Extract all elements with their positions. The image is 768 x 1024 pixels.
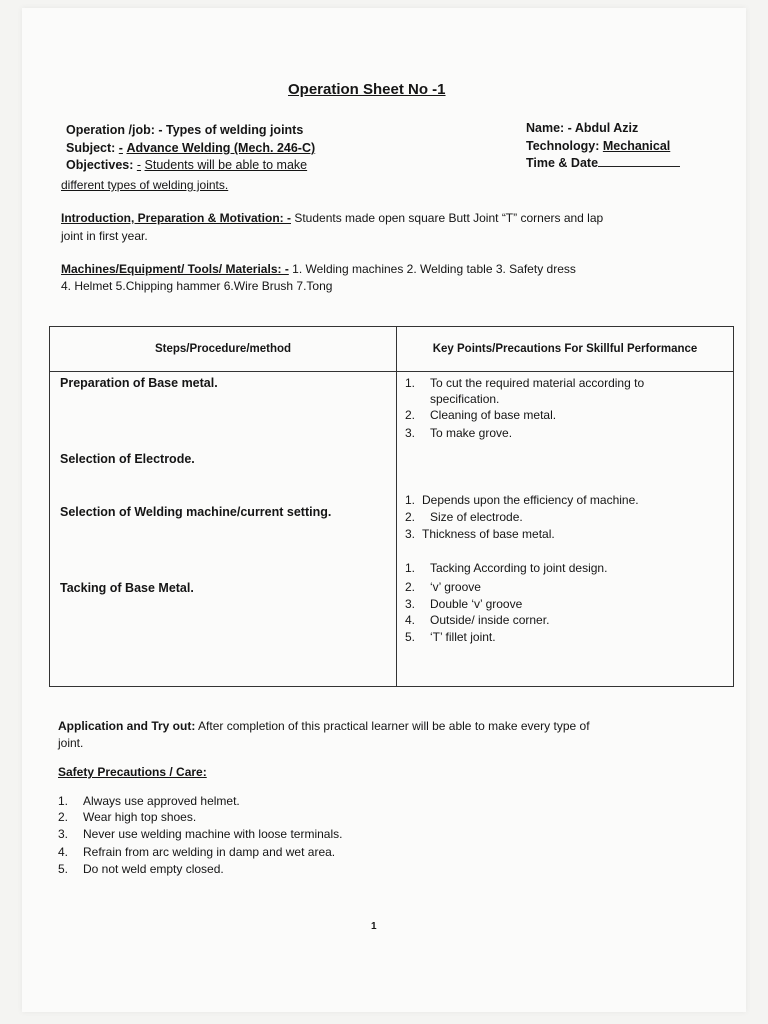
operation-line xyxy=(66,123,303,137)
list-item: 5. ‘T’ fillet joint. xyxy=(405,630,496,644)
list-item: 5. Do not weld empty closed. xyxy=(58,862,224,876)
steps-cell xyxy=(50,372,397,687)
application-label: Application and Try out: xyxy=(58,719,196,733)
subject-value: Advance Welding (Mech. 246-C) xyxy=(126,141,316,155)
list-item: 4. Outside/ inside corner. xyxy=(405,613,550,627)
page-title: Operation Sheet No -1 xyxy=(288,81,446,98)
name-line xyxy=(526,121,638,135)
machines-text-2: 4. Helmet 5.Chipping hammer 6.Wire Brush 7.Tong xyxy=(61,279,333,293)
list-item: 1. Depends upon the efficiency of machine. xyxy=(405,493,639,507)
objectives-text-1: Students will be able to make xyxy=(144,158,308,172)
procedure-table xyxy=(49,326,734,687)
objectives-dash: - xyxy=(136,158,142,172)
page-number: 1 xyxy=(371,921,377,932)
table-header-row xyxy=(50,327,734,372)
col1-header: Steps/Procedure/method xyxy=(50,327,397,372)
name-value: Abdul Aziz xyxy=(574,121,639,135)
step-welding-machine: Selection of Welding machine/current setting. xyxy=(60,505,332,519)
step-preparation: Preparation of Base metal. xyxy=(60,376,218,390)
step-tacking: Tacking of Base Metal. xyxy=(60,581,194,595)
subject-label: Subject: xyxy=(66,141,116,155)
list-item: 2. Wear high top shoes. xyxy=(58,810,197,824)
list-item: 3. Double ‘v’ groove xyxy=(405,597,523,611)
list-item: 1. To cut the required material according to xyxy=(405,376,645,390)
application-line-1 xyxy=(58,719,590,733)
operation-value: Types of welding joints xyxy=(166,123,304,137)
list-item: 3. Never use welding machine with loose terminals. xyxy=(58,827,343,841)
intro-line-1 xyxy=(61,211,603,225)
list-item: 3. Thickness of base metal. xyxy=(405,527,555,541)
list-item: 4. Refrain from arc welding in damp and wet area. xyxy=(58,845,336,859)
subject-line xyxy=(66,141,315,155)
list-item: 2. ‘v’ groove xyxy=(405,580,481,594)
technology-line xyxy=(526,139,670,153)
list-item: 1. Always use approved helmet. xyxy=(58,794,240,808)
time-date-blank xyxy=(598,156,680,167)
application-text-2: joint. xyxy=(58,736,84,750)
operation-label: Operation /job: - xyxy=(66,123,163,137)
technology-label: Technology: xyxy=(526,139,600,153)
objectives-line xyxy=(66,158,307,172)
keypoints-cell xyxy=(397,372,734,687)
table-body-row xyxy=(50,372,734,687)
machines-line-1 xyxy=(61,262,576,276)
col2-header: Key Points/Precautions For Skillful Performance xyxy=(397,327,734,372)
objectives-text-2: different types of welding joints. xyxy=(61,178,229,192)
application-text-1: After completion of this practical learner will be able to make every type of xyxy=(198,719,590,733)
objectives-label: Objectives: xyxy=(66,158,134,172)
time-date-line xyxy=(526,156,680,170)
intro-text-1: Students made open square Butt Joint “T” corners and lap xyxy=(294,211,604,225)
intro-text-2: joint in first year. xyxy=(61,229,148,243)
machines-text-1: 1. Welding machines 2. Welding table 3. Safety dress xyxy=(292,262,576,276)
list-item: 2. Cleaning of base metal. xyxy=(405,408,557,422)
subject-dash: - xyxy=(118,141,123,155)
machines-label: Machines/Equipment/ Tools/ Materials: - xyxy=(61,262,289,276)
time-date-label: Time & Date xyxy=(526,156,599,170)
list-item: 1. Tacking According to joint design. xyxy=(405,561,608,575)
list-item: 2. Size of electrode. xyxy=(405,510,523,524)
intro-label: Introduction, Preparation & Motivation: - xyxy=(61,211,291,225)
list-item: 3. To make grove. xyxy=(405,426,513,440)
step-electrode: Selection of Electrode. xyxy=(60,452,195,466)
safety-heading: Safety Precautions / Care: xyxy=(58,765,207,779)
name-label: Name: - xyxy=(526,121,572,135)
list-item-continuation: specification. xyxy=(430,392,500,406)
technology-value: Mechanical xyxy=(602,139,671,153)
